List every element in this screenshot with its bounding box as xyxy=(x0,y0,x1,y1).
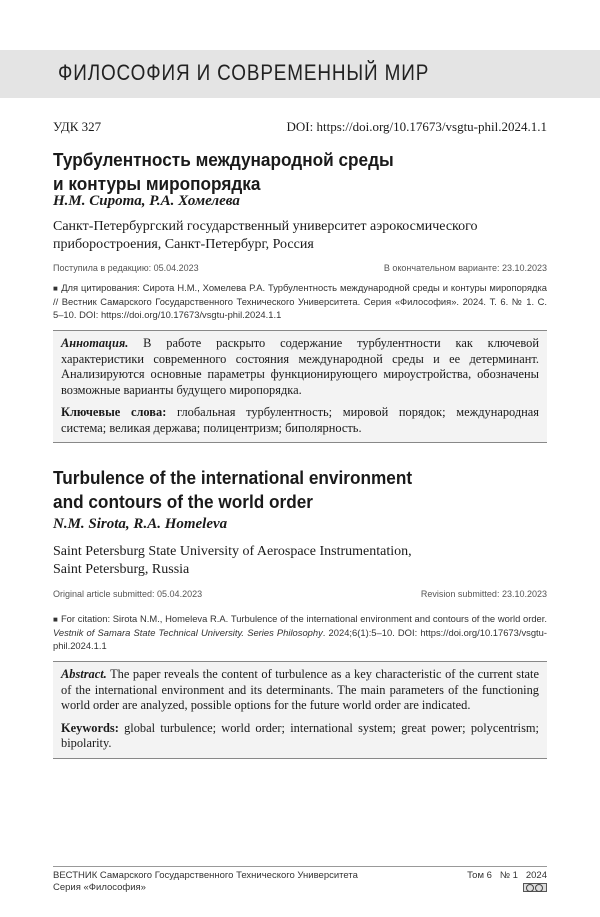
en-citation-post: . 2024;6(1):5–10. DOI: https://doi.org/10.17673/vsgtu-phil.2024.1.1 xyxy=(53,627,547,651)
ru-abstract-label: Аннотация. xyxy=(61,336,129,350)
cc-by-icon xyxy=(535,884,543,892)
square-bullet-icon: ■ xyxy=(53,615,58,624)
udk-code: УДК 327 xyxy=(53,119,102,134)
footer-journal-line2: Серия «Философия» xyxy=(53,882,146,893)
footer-issue: Том 6 № 1 2024 xyxy=(467,870,547,881)
ru-abstract-text: В работе раскрыто содержание турбулентности как ключевой характеристики современного состояния международной среды и ее детерминант. Анализируются основные параметры функционирующего мироустройства, обозначены возможные варианты будущего миропорядка. xyxy=(61,336,539,397)
ru-keywords-text: глобальная турбулентность; мировой порядок; международная система; великая держава; полицентризм; биполярность. xyxy=(61,405,539,435)
square-bullet-icon: ■ xyxy=(53,284,59,293)
ru-received-date: Поступила в редакцию: 05.04.2023 xyxy=(53,263,199,273)
cc-license-icon xyxy=(523,883,547,892)
cc-circle-icon xyxy=(526,884,534,892)
en-title-line1: Turbulence of the international environment xyxy=(53,467,413,488)
en-abstract xyxy=(61,667,539,714)
ru-title-line2: и контуры миропорядка xyxy=(53,173,261,194)
en-title-line2: and contours of the world order xyxy=(53,491,313,512)
en-authors: N.M. Sirota, R.A. Homeleva xyxy=(53,516,228,532)
ru-affiliation-line2: приборостроения, Санкт-Петербург, Россия xyxy=(53,237,314,252)
footer-divider xyxy=(53,866,547,867)
ru-keywords-label: Ключевые слова: xyxy=(61,405,167,419)
ru-citation xyxy=(53,281,547,321)
ru-abstract xyxy=(61,336,539,398)
en-citation-pre: For citation: Sirota N.M., Homeleva R.A. Turbulence of the international environment and contours of the world order. xyxy=(60,613,547,624)
footer-journal-line1: ВЕСТНИК Самарского Государственного Технического Университета xyxy=(53,870,358,881)
ru-authors: Н.М. Сирота, Р.А. Хомелева xyxy=(53,193,240,209)
en-keywords-label: Keywords: xyxy=(61,720,119,735)
en-keywords-text: global turbulence; world order; international system; great power; polycentrism; bipolarity. xyxy=(61,720,539,750)
en-abstract-label: Abstract. xyxy=(61,667,107,681)
en-affiliation-line2: Saint Petersburg, Russia xyxy=(53,562,190,577)
footer-journal xyxy=(53,870,358,894)
en-citation-journal: Vestnik of Samara State Technical University. Series Philosophy xyxy=(53,627,323,638)
ru-citation-text: Для цитирования: Сирота Н.М., Хомелева Р.А. Турбулентность международной среды и контуры миропорядка // Вестник Самарского Государственного Технического Университета. Серия «Философия». 2024. Т. 6. № 1. С. 5–10. DOI: https://doi.org/10.17673/vsgtu-phil.2024.1.1 xyxy=(53,282,547,320)
en-abstract-box xyxy=(53,661,547,759)
en-revised-date: Revision submitted: 23.10.2023 xyxy=(420,589,547,599)
doi-link[interactable]: DOI: https://doi.org/10.17673/vsgtu-phil.2024.1.1 xyxy=(286,119,547,134)
ru-keywords xyxy=(61,405,539,436)
en-abstract-text: The paper reveals the content of turbulence as a key characteristic of the current state of the international environment and its determinants. The main parameters of the functioning world order are analyzed, possible options for the future world order are indicated. xyxy=(61,667,539,712)
ru-abstract-box xyxy=(53,330,547,443)
ru-revised-date: В окончательном варианте: 23.10.2023 xyxy=(383,263,547,273)
en-citation xyxy=(53,612,547,652)
section-title: ФИЛОСОФИЯ И СОВРЕМЕННЫЙ МИР xyxy=(58,60,430,85)
ru-title-line1: Турбулентность международной среды xyxy=(53,149,394,170)
en-keywords xyxy=(61,721,539,752)
en-received-date: Original article submitted: 05.04.2023 xyxy=(53,589,203,599)
ru-affiliation-line1: Санкт-Петербургский государственный университет аэрокосмического xyxy=(53,219,478,234)
en-affiliation-line1: Saint Petersburg State University of Aerospace Instrumentation, xyxy=(53,544,412,559)
